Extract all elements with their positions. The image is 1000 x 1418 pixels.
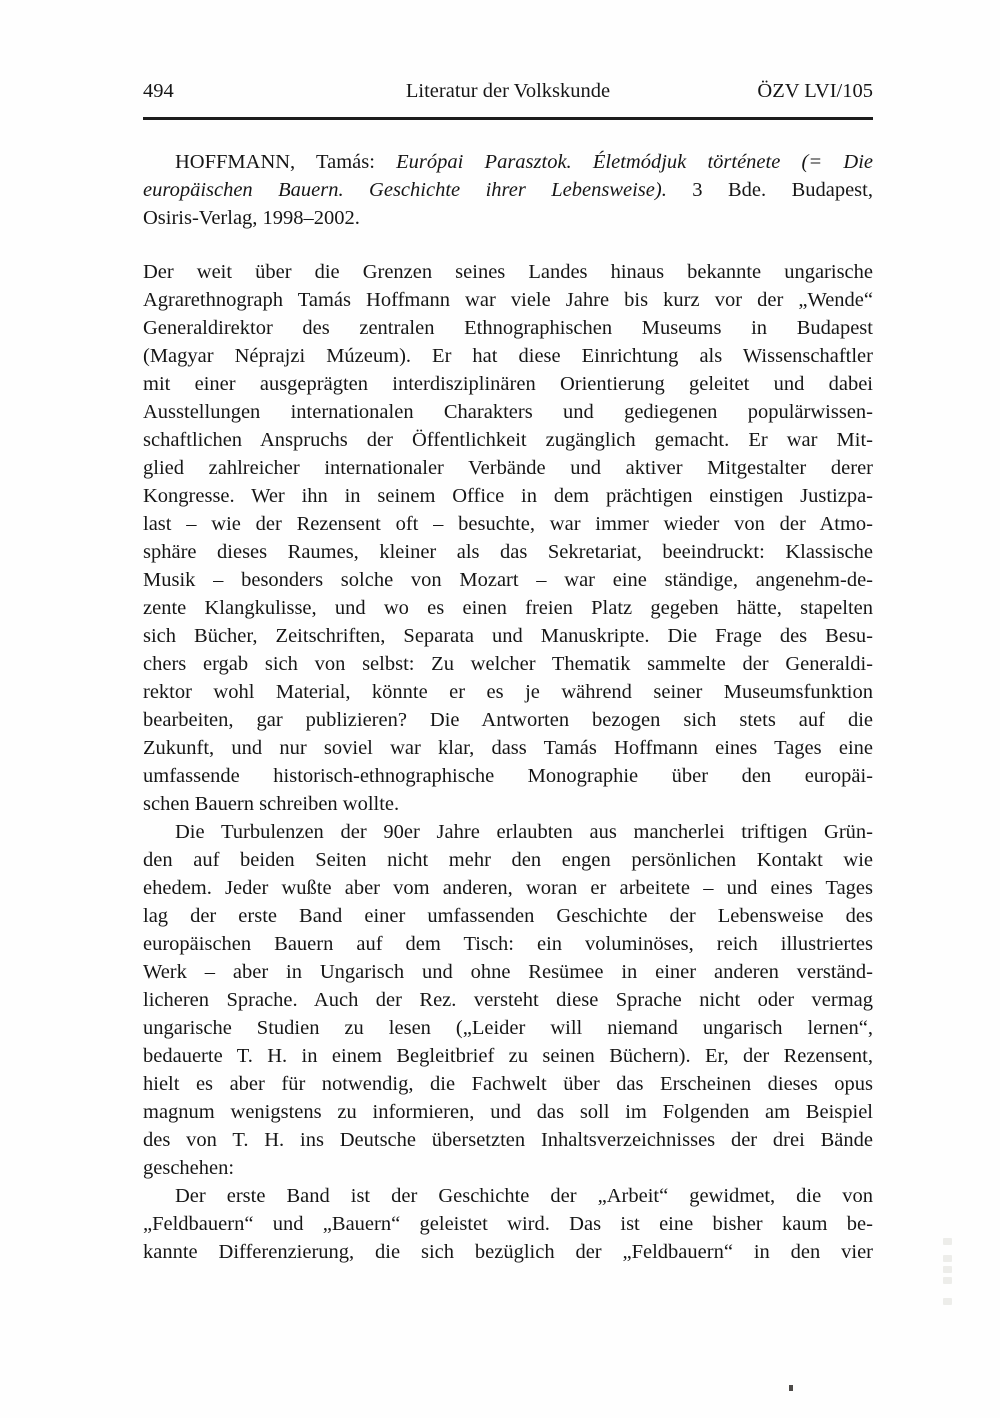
header-issue: ÖZV LVI/105	[757, 80, 873, 102]
text: Die Turbulenzen der 90er Jahre erlaubten aus mancherlei triftigen Grün-	[175, 821, 873, 843]
text: des von T. H. ins Deutsche übersetzten Inhaltsverzeichnisses der drei Bände	[143, 1129, 873, 1151]
text: HOFFMANN, Tamás:	[175, 151, 397, 173]
text-line	[143, 1070, 873, 1098]
text: schen Bauern schreiben wollte.	[143, 793, 400, 815]
text: lag der erste Band einer umfassenden Geschichte der Lebensweise des	[143, 905, 873, 927]
text: Der weit über die Grenzen seines Landes hinaus bekannte ungarische	[143, 261, 873, 283]
text: zente Klangkulisse, und wo es einen freien Platz gegeben hätte, stapelten	[143, 597, 873, 619]
text-line	[143, 1182, 873, 1210]
text: ungarische Studien zu lesen („Leider will niemand ungarisch lernen“,	[143, 1017, 873, 1039]
text-line	[143, 454, 873, 482]
text-line	[143, 1014, 873, 1042]
review-paragraph-2	[143, 818, 873, 1182]
text-line	[143, 426, 873, 454]
text-line	[143, 622, 873, 650]
text-line	[143, 930, 873, 958]
review-paragraph-1	[143, 258, 873, 818]
text-line	[143, 958, 873, 986]
text: den auf beiden Seiten nicht mehr den engen persönlichen Kontakt wie	[143, 849, 873, 871]
text: europäischen Bauern auf dem Tisch: ein voluminöses, reich illustriertes	[143, 933, 873, 955]
text: licheren Sprache. Auch der Rez. versteht diese Sprache nicht oder vermag	[143, 989, 873, 1011]
text-line	[143, 538, 873, 566]
text-line	[143, 566, 873, 594]
header-title: Literatur der Volkskunde	[405, 80, 611, 102]
text: Osiris-Verlag, 1998–2002.	[143, 207, 360, 229]
text: sphäre dieses Raumes, kleiner als das Sekretariat, beeindruckt: Klassische	[143, 541, 873, 563]
text-line	[143, 342, 873, 370]
text-line	[143, 762, 873, 790]
text: kannte Differenzierung, die sich bezüglich der „Feldbauern“ in den vier	[143, 1241, 873, 1263]
text: last – wie der Rezensent oft – besuchte, war immer wieder von der Atmo-	[143, 513, 873, 535]
text-line	[143, 874, 873, 902]
text: umfassende historisch-ethnographische Monographie über den europäi-	[143, 765, 873, 787]
text: Der erste Band ist der Geschichte der „Arbeit“ gewidmet, die von	[175, 1185, 873, 1207]
running-header	[143, 78, 873, 104]
text: sich Bücher, Zeitschriften, Separata und Manuskripte. Die Frage des Besu-	[143, 625, 873, 647]
text-line	[143, 1154, 873, 1182]
scan-artifact-faint-mark	[943, 1238, 952, 1245]
text-line	[143, 370, 873, 398]
citation-paragraph	[143, 148, 873, 232]
text: glied zahlreicher internationaler Verbände und aktiver Mitgestalter derer	[143, 457, 873, 479]
text-line	[143, 650, 873, 678]
text: bearbeiten, gar publizieren? Die Antworten bezogen sich stets auf die	[143, 709, 873, 731]
text-line	[143, 1126, 873, 1154]
text-line	[143, 482, 873, 510]
text: Ausstellungen internationalen Charakters und gediegenen populärwissen-	[143, 401, 873, 423]
text: Generaldirektor des zentralen Ethnographischen Museums in Budapest	[143, 317, 873, 339]
text-line	[143, 398, 873, 426]
text-line	[143, 1098, 873, 1126]
text: ehedem. Jeder wußte aber vom anderen, woran er arbeitete – und eines Tages	[143, 877, 873, 899]
text-line	[143, 902, 873, 930]
text: „Feldbauern“ und „Bauern“ geleistet wird. Das ist eine bisher kaum be-	[143, 1213, 873, 1235]
text-line	[143, 818, 873, 846]
header-rule	[143, 117, 873, 120]
text: magnum wenigstens zu informieren, und das soll im Folgenden am Beispiel	[143, 1101, 873, 1123]
text-line	[143, 594, 873, 622]
text: rektor wohl Material, könnte er es je während seiner Museumsfunktion	[143, 681, 873, 703]
body-text	[143, 148, 873, 1266]
text: Agrarethnograph Tamás Hoffmann war viele Jahre bis kurz vor der „Wende“	[143, 289, 873, 311]
text-line	[143, 1042, 873, 1070]
text: hielt es aber für notwendig, die Fachwelt über das Erscheinen dieses opus	[143, 1073, 873, 1095]
text: Musik – besonders solche von Mozart – war eine ständige, angenehm-de-	[143, 569, 873, 591]
text-line	[143, 706, 873, 734]
text-line	[143, 204, 873, 232]
text: Zukunft, und nur soviel war klar, dass Tamás Hoffmann eines Tages eine	[143, 737, 873, 759]
italic-text: europäischen Bauern. Geschichte ihrer Lebensweise).	[143, 179, 667, 201]
scan-artifact-faint-mark	[943, 1298, 952, 1305]
text-line	[143, 176, 873, 204]
text: Kongresse. Wer ihn in seinem Office in dem prächtigen einstigen Justizpa-	[143, 485, 873, 507]
text-line	[143, 148, 873, 176]
text-line	[143, 510, 873, 538]
text-line	[143, 734, 873, 762]
scan-artifact-faint-mark	[943, 1277, 952, 1284]
text-line	[143, 678, 873, 706]
text: 3 Bde. Budapest,	[666, 179, 873, 201]
scan-artifact-faint-mark	[943, 1255, 952, 1262]
text-line	[143, 286, 873, 314]
scan-artifact-faint-mark	[943, 1266, 952, 1273]
text-line	[143, 790, 873, 818]
text: bedauerte T. H. in einem Begleitbrief zu seinen Büchern). Er, der Rezensent,	[143, 1045, 873, 1067]
page-content	[143, 78, 873, 1266]
text-line	[143, 986, 873, 1014]
text: mit einer ausgeprägten interdisziplinären Orientierung geleitet und dabei	[143, 373, 873, 395]
text-line	[143, 1238, 873, 1266]
text-line	[143, 258, 873, 286]
text: Werk – aber in Ungarisch und ohne Resümee in einer anderen verständ-	[143, 961, 873, 983]
review-paragraph-3	[143, 1182, 873, 1266]
text-line	[143, 1210, 873, 1238]
text-line	[143, 846, 873, 874]
page-number: 494	[143, 80, 174, 102]
text: schaftlichen Anspruchs der Öffentlichkeit zugänglich gemacht. Er war Mit-	[143, 429, 873, 451]
text: (Magyar Néprajzi Múzeum). Er hat diese Einrichtung als Wissenschaftler	[143, 345, 873, 367]
text: chers ergab sich von selbst: Zu welcher Thematik sammelte der Generaldi-	[143, 653, 873, 675]
scan-artifact-speck	[789, 1385, 793, 1391]
text-line	[143, 314, 873, 342]
italic-text: Európai Parasztok. Életmódjuk története (= Die	[396, 151, 873, 173]
text: geschehen:	[143, 1157, 235, 1179]
